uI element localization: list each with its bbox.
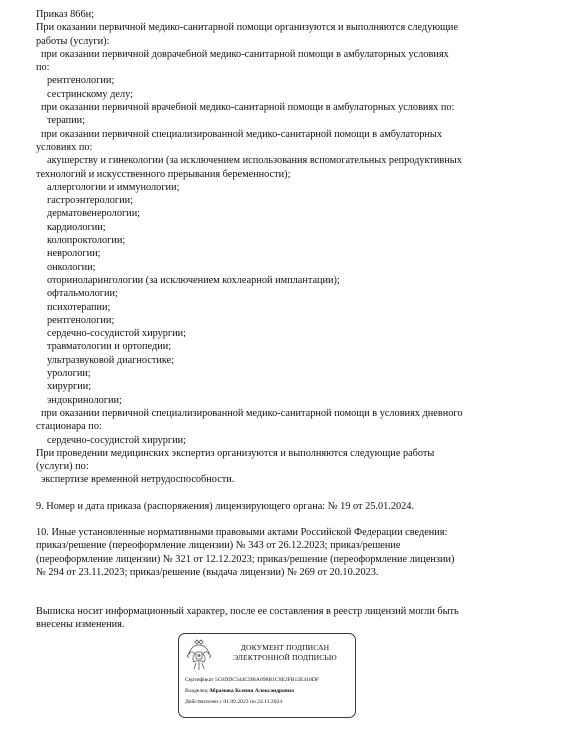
document-page — [36, 8, 551, 632]
footer-line: внесены изменения. — [36, 619, 125, 631]
document-line: акушерству и гинекологии (за исключением использования вспомогательных репродуктивных — [47, 155, 462, 167]
section-10-line: № 294 от 23.11.2023; приказ/решение (выдача лицензии) № 269 от 20.10.2023. — [36, 566, 379, 578]
spacer — [36, 579, 551, 605]
document-line: (услуги) по: — [36, 461, 89, 473]
document-line: работы (услуги): — [36, 35, 110, 47]
certificate-row — [185, 677, 319, 684]
document-line: при оказании первичной специализированной медико-санитарной помощи в амбулаторных — [41, 128, 442, 140]
document-line: психотерапии; — [47, 301, 111, 313]
certificate-value: 5C6DDC344CDBA098B1C0E2FB12E410DF — [214, 677, 320, 683]
document-line: онкологии; — [47, 261, 96, 273]
stamp-title-line: ЭЛЕКТРОННОЙ ПОДПИСЬЮ — [233, 653, 337, 662]
section-10-other-info — [36, 526, 551, 579]
document-line: урологии; — [47, 368, 91, 380]
document-line: условиях по: — [36, 141, 93, 153]
document-line: неврологии; — [47, 248, 101, 260]
spacer — [36, 513, 551, 526]
footer-disclaimer — [36, 605, 551, 632]
document-line: терапии; — [47, 115, 86, 127]
document-line: сердечно-сосудистой хирургии; — [47, 434, 186, 446]
owner-value: Абрамова Ксения Александровна — [209, 688, 294, 694]
document-line: рентгенологии; — [47, 75, 115, 87]
document-line: дерматовенерологии; — [47, 208, 141, 220]
document-line: гастроэнтерологии; — [47, 195, 133, 207]
document-line: при оказании первичной специализированной медико-санитарной помощи в условиях дневного — [41, 407, 463, 419]
document-line: ультразвуковой диагностике; — [47, 354, 175, 366]
document-line: травматологии и ортопедии; — [47, 341, 172, 353]
russian-coat-of-arms-icon — [186, 639, 212, 673]
section-10-line: 10. Иные установленные нормативными правовыми актами Российской Федерации сведения: — [36, 526, 448, 538]
document-line: экспертизе временной нетрудоспособности. — [41, 474, 235, 486]
footer-line: Выписка носит информационный характер, после ее составления в реестр лицензий могли быть — [36, 606, 459, 618]
document-line: хирургии; — [47, 381, 92, 393]
owner-label: Владелец — [185, 688, 208, 694]
section-9-order-number: 9. Номер и дата приказа (распоряжения) лицензирующего органа: № 19 от 25.01.2024. — [36, 500, 414, 512]
electronic-signature-stamp — [178, 633, 356, 718]
document-line: эндокринологии; — [47, 394, 122, 406]
stamp-title-line: ДОКУМЕНТ ПОДПИСАН — [240, 643, 330, 652]
document-line: кардиологии; — [47, 221, 106, 233]
certificate-label: Сертификат — [185, 677, 214, 683]
document-line: сердечно-сосудистой хирургии; — [47, 328, 186, 340]
document-line: сестринскому делу; — [47, 88, 133, 100]
document-line: колопроктологии; — [47, 235, 126, 247]
spacer — [36, 487, 551, 500]
document-line: оториноларингологии (за исключением кохлеарной имплантации); — [47, 274, 340, 286]
document-line: При оказании первичной медико-санитарной помощи организуются и выполняются следующие — [36, 22, 459, 34]
section-10-line: приказ/решение (переоформление лицензии) № 343 от 26.12.2023; приказ/решение — [36, 540, 401, 552]
stamp-title — [219, 643, 351, 663]
document-line: Приказ 866н; — [36, 9, 94, 20]
document-line: При проведении медицинских экспертиз организуются и выполняются следующие работы — [36, 447, 435, 459]
document-line: аллергологии и иммунологии; — [47, 181, 180, 193]
owner-row — [185, 688, 294, 695]
document-line: офтальмологии; — [47, 288, 118, 300]
document-line: при оказании первичной врачебной медико-санитарной помощи в амбулаторных условиях по: — [41, 102, 455, 114]
document-line: стационара по: — [36, 421, 102, 433]
document-line: рентгенологии; — [47, 314, 115, 326]
document-line: технологий и искусственного прерывания беременности); — [36, 168, 291, 180]
document-line: при оказании первичной доврачебной медико-санитарной помощи в амбулаторных условиях — [41, 48, 449, 60]
license-activities-list — [36, 8, 551, 487]
document-line: по: — [36, 62, 50, 74]
section-10-line: (переоформление лицензии) № 321 от 12.12.2023; приказ/решение (переоформление лицензии) — [36, 553, 455, 565]
validity-row: Действителен с 01.09.2023 по 24.11.2024 — [185, 699, 283, 705]
